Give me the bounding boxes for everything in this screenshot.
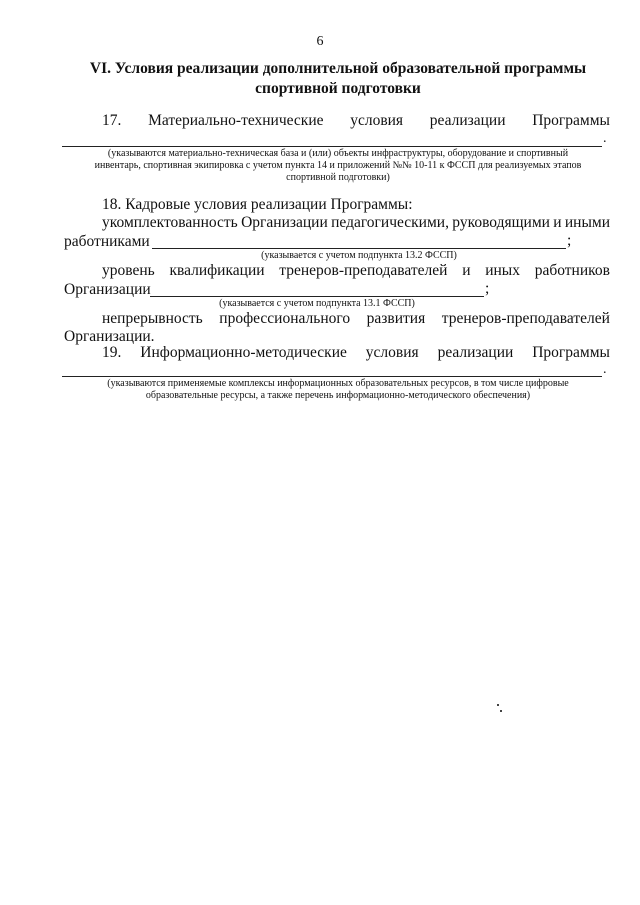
item-17-note-line-3: спортивной подготовки)	[286, 172, 390, 183]
item-19-word: Информационно-методические	[140, 344, 347, 361]
staffing-note: (указывается с учетом подпункта 13.2 ФССП)	[261, 250, 457, 261]
item-17-end-mark: .	[603, 131, 607, 146]
staffing-end-mark: ;	[567, 232, 572, 249]
qualification-word: и	[462, 262, 471, 279]
item-17-line	[102, 112, 610, 130]
page-number: 6	[316, 34, 324, 49]
item-19-note-line-2: образовательные ресурсы, а также перечень информационно-методического обеспечения)	[145, 390, 531, 401]
staffing-word: иными	[564, 214, 610, 231]
continuity-word: тренеров-преподавателей	[441, 310, 610, 327]
item-19-word: условия	[365, 344, 419, 361]
qualification-word: иных	[485, 262, 520, 279]
continuity-line	[102, 310, 610, 328]
item-19-note-line-1: (указываются применяемые комплексы информационных образовательных ресурсов, в том числе цифровые	[107, 378, 569, 389]
staffing-word: руководящими	[452, 214, 550, 231]
staffing-word: Организации	[241, 214, 328, 231]
staffing-word: и	[553, 214, 562, 231]
qualification-fill-line	[150, 296, 484, 297]
item-17-fill-line	[62, 146, 602, 147]
item-19-line	[102, 344, 610, 362]
item-19-end-mark: .	[603, 362, 607, 377]
staffing-line	[102, 214, 610, 232]
item-18-heading: 18. Кадровые условия реализации Программы:	[102, 196, 413, 213]
continuity-continuation: Организации.	[64, 328, 155, 345]
qualification-word: тренеров-преподавателей	[279, 262, 448, 279]
item-17-word: Программы	[532, 112, 610, 129]
item-17-word: условия	[350, 112, 404, 129]
continuity-word: профессионального	[219, 310, 351, 327]
section-title-line-1: VI. Условия реализации дополнительной образовательной программы	[89, 60, 587, 77]
staffing-continuation: работниками	[64, 233, 150, 250]
item-19-fill-line	[62, 376, 602, 377]
qualification-continuation: Организации	[64, 281, 151, 298]
item-17-note-line-2: инвентарь, спортивная экипировка с учетом пункта 14 и приложений №№ 10-11 к ФССП для реализуемых этапов	[94, 160, 582, 171]
section-title-line-2: спортивной подготовки	[255, 80, 421, 97]
scan-speck	[497, 704, 499, 706]
item-19-number: 19.	[102, 344, 122, 361]
staffing-fill-line	[152, 248, 566, 249]
item-19-word: реализации	[437, 344, 514, 361]
scan-speck	[500, 710, 502, 712]
qualification-word: работников	[534, 262, 610, 279]
qualification-end-mark: ;	[485, 280, 490, 297]
qualification-line	[102, 262, 610, 280]
item-17-word: Материально-технические	[148, 112, 324, 129]
continuity-word: развития	[366, 310, 426, 327]
item-17-word: реализации	[429, 112, 506, 129]
qualification-note: (указывается с учетом подпункта 13.1 ФССП)	[219, 298, 415, 309]
continuity-word: непрерывность	[102, 310, 203, 327]
staffing-word: педагогическими,	[331, 214, 449, 231]
staffing-word: укомплектованность	[102, 214, 238, 231]
qualification-word: уровень	[102, 262, 155, 279]
item-17-number: 17.	[102, 112, 122, 129]
item-19-word: Программы	[532, 344, 610, 361]
qualification-word: квалификации	[169, 262, 265, 279]
item-17-note-line-1: (указываются материально-техническая база и (или) объекты инфраструктуры, оборудование и спортивный	[107, 148, 569, 159]
